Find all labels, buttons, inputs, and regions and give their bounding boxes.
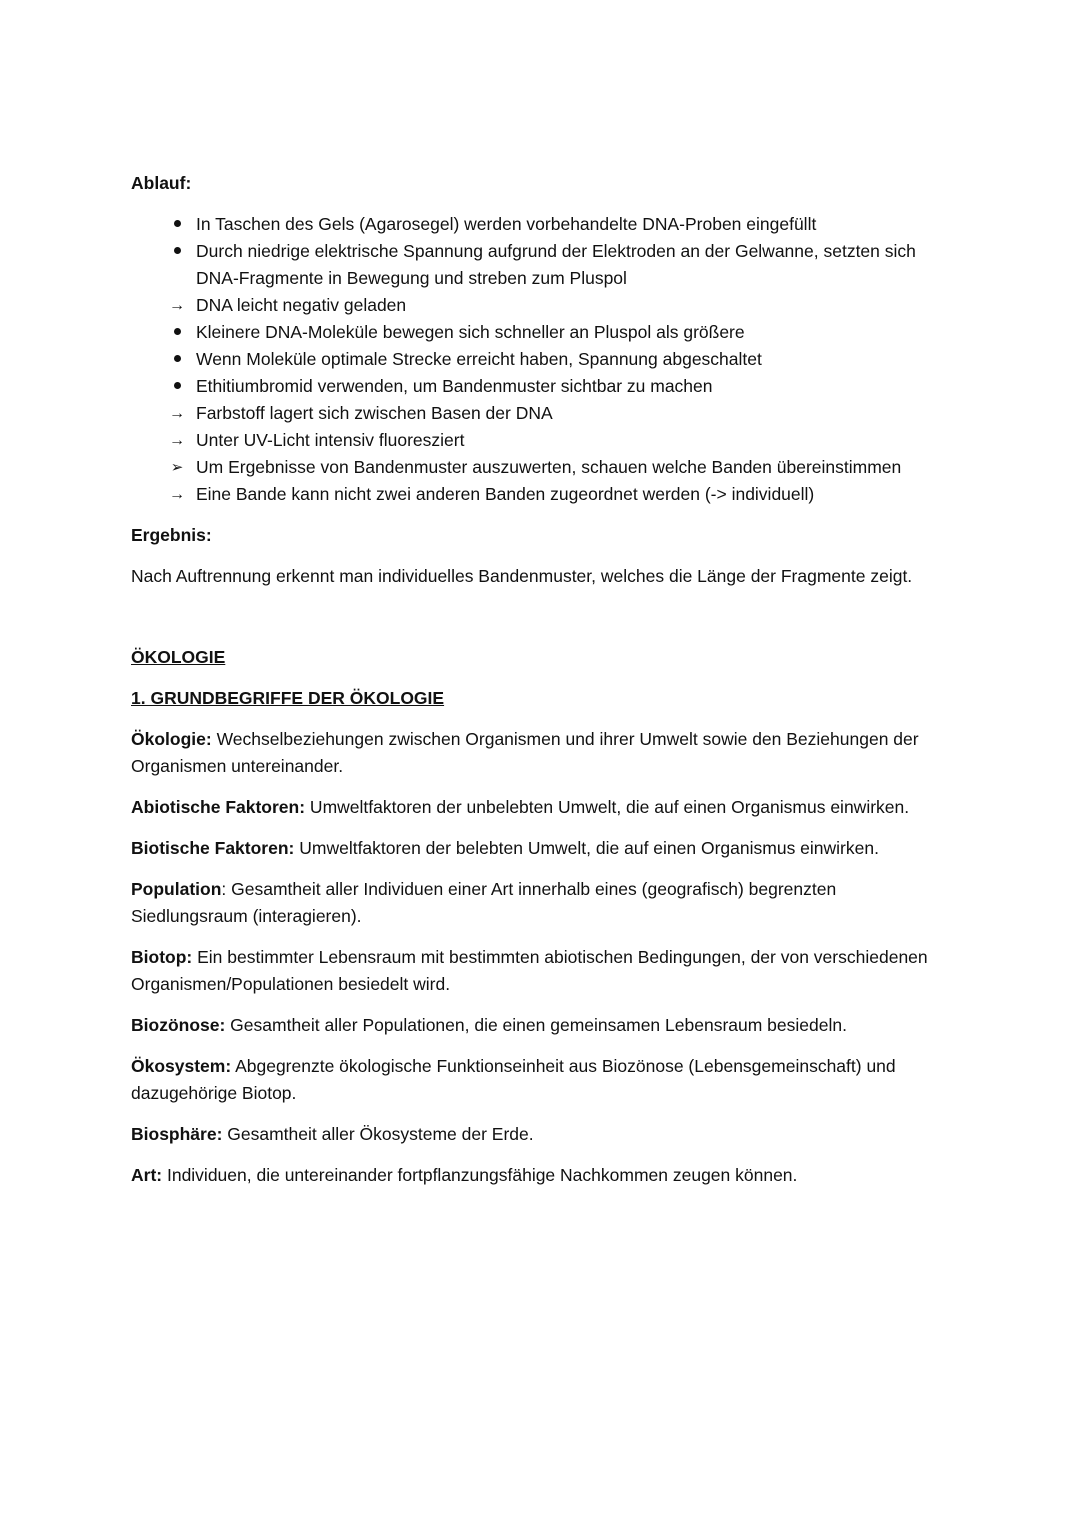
definition-item	[131, 1162, 950, 1189]
definition-text: : Gesamtheit aller Individuen einer Art innerhalb eines (geografisch) begrenzten Siedlungsraum (interagieren).	[131, 879, 837, 926]
ergebnis-text: Nach Auftrennung erkennt man individuelles Bandenmuster, welches die Länge der Fragmente zeigt.	[131, 566, 913, 586]
list-item	[131, 373, 950, 400]
definition-text: Gesamtheit aller Populationen, die einen gemeinsamen Lebensraum besiedeln.	[225, 1015, 847, 1035]
oekologie-heading: ÖKOLOGIE	[131, 647, 226, 667]
bullet-icon	[165, 373, 189, 400]
definition-term: Biozönose:	[131, 1015, 226, 1035]
definition-term: Biotop:	[131, 947, 193, 967]
list-item-text: Durch niedrige elektrische Spannung aufgrund der Elektroden an der Gelwanne, setzten sich DNA-Fragmente in Bewegung und streben zum Pluspol	[196, 241, 916, 288]
definition-term: Biotische Faktoren:	[131, 838, 295, 858]
bullet-icon	[165, 238, 189, 265]
definition-term: Ökologie:	[131, 729, 212, 749]
list-item	[131, 400, 950, 427]
list-item-text: Kleinere DNA-Moleküle bewegen sich schneller an Pluspol als größere	[196, 322, 745, 342]
bullet-icon	[165, 211, 189, 238]
arrow-right-icon: →	[169, 297, 185, 314]
definition-text: Wechselbeziehungen zwischen Organismen und ihrer Umwelt sowie den Beziehungen der Organismen untereinander.	[131, 729, 919, 776]
definition-text: Umweltfaktoren der unbelebten Umwelt, die auf einen Organismus einwirken.	[305, 797, 910, 817]
definition-term: Ökosystem:	[131, 1056, 232, 1076]
definition-term: Population	[131, 879, 222, 899]
definition-text: Umweltfaktoren der belebten Umwelt, die auf einen Organismus einwirken.	[294, 838, 879, 858]
list-item-text: Farbstoff lagert sich zwischen Basen der DNA	[196, 403, 553, 423]
definition-item	[131, 1053, 950, 1107]
arrow-right-icon: →	[169, 432, 185, 449]
ablauf-title: Ablauf:	[131, 173, 192, 193]
list-item	[131, 292, 950, 319]
list-item-text: Wenn Moleküle optimale Strecke erreicht haben, Spannung abgeschaltet	[196, 349, 762, 369]
list-item	[131, 481, 950, 508]
definition-term: Art:	[131, 1165, 163, 1185]
list-item	[131, 427, 950, 454]
ablauf-list	[131, 211, 950, 508]
list-item-text: Eine Bande kann nicht zwei anderen Banden zugeordnet werden (-> individuell)	[196, 484, 815, 504]
definition-term: Biosphäre:	[131, 1124, 223, 1144]
definition-item	[131, 1121, 950, 1148]
list-item	[131, 238, 950, 292]
bullet-icon	[165, 346, 189, 373]
definition-text: Gesamtheit aller Ökosysteme der Erde.	[222, 1124, 534, 1144]
list-item-text: DNA leicht negativ geladen	[196, 295, 407, 315]
list-item-text: Unter UV-Licht intensiv fluoresziert	[196, 430, 465, 450]
arrow-right-icon: →	[169, 486, 185, 503]
definition-item	[131, 1012, 950, 1039]
definition-term: Abiotische Faktoren:	[131, 797, 306, 817]
definition-item	[131, 835, 950, 862]
definition-text: Individuen, die untereinander fortpflanzungsfähige Nachkommen zeugen können.	[162, 1165, 798, 1185]
list-item	[131, 346, 950, 373]
list-item	[131, 211, 950, 238]
list-item	[131, 454, 950, 481]
definition-text: Ein bestimmter Lebensraum mit bestimmten abiotischen Bedingungen, der von verschiedenen Organismen/Populationen besiedelt wird.	[131, 947, 928, 994]
definition-text: Abgegrenzte ökologische Funktionseinheit aus Biozönose (Lebensgemeinschaft) und dazugehörige Biotop.	[131, 1056, 896, 1103]
list-item	[131, 319, 950, 346]
definition-item	[131, 726, 950, 780]
list-item-text: Um Ergebnisse von Bandenmuster auszuwerten, schauen welche Banden übereinstimmen	[196, 457, 902, 477]
definition-item	[131, 876, 950, 930]
definition-item	[131, 794, 950, 821]
list-item-text: Ethitiumbromid verwenden, um Bandenmuster sichtbar zu machen	[196, 376, 713, 396]
bullet-icon	[165, 319, 189, 346]
arrow-right-icon: →	[169, 405, 185, 422]
grundbegriffe-subheading: 1. GRUNDBEGRIFFE DER ÖKOLOGIE	[131, 688, 445, 708]
definition-item	[131, 944, 950, 998]
ergebnis-title: Ergebnis:	[131, 525, 212, 545]
arrowhead-icon: ➢	[170, 459, 184, 476]
list-item-text: In Taschen des Gels (Agarosegel) werden vorbehandelte DNA-Proben eingefüllt	[196, 214, 817, 234]
